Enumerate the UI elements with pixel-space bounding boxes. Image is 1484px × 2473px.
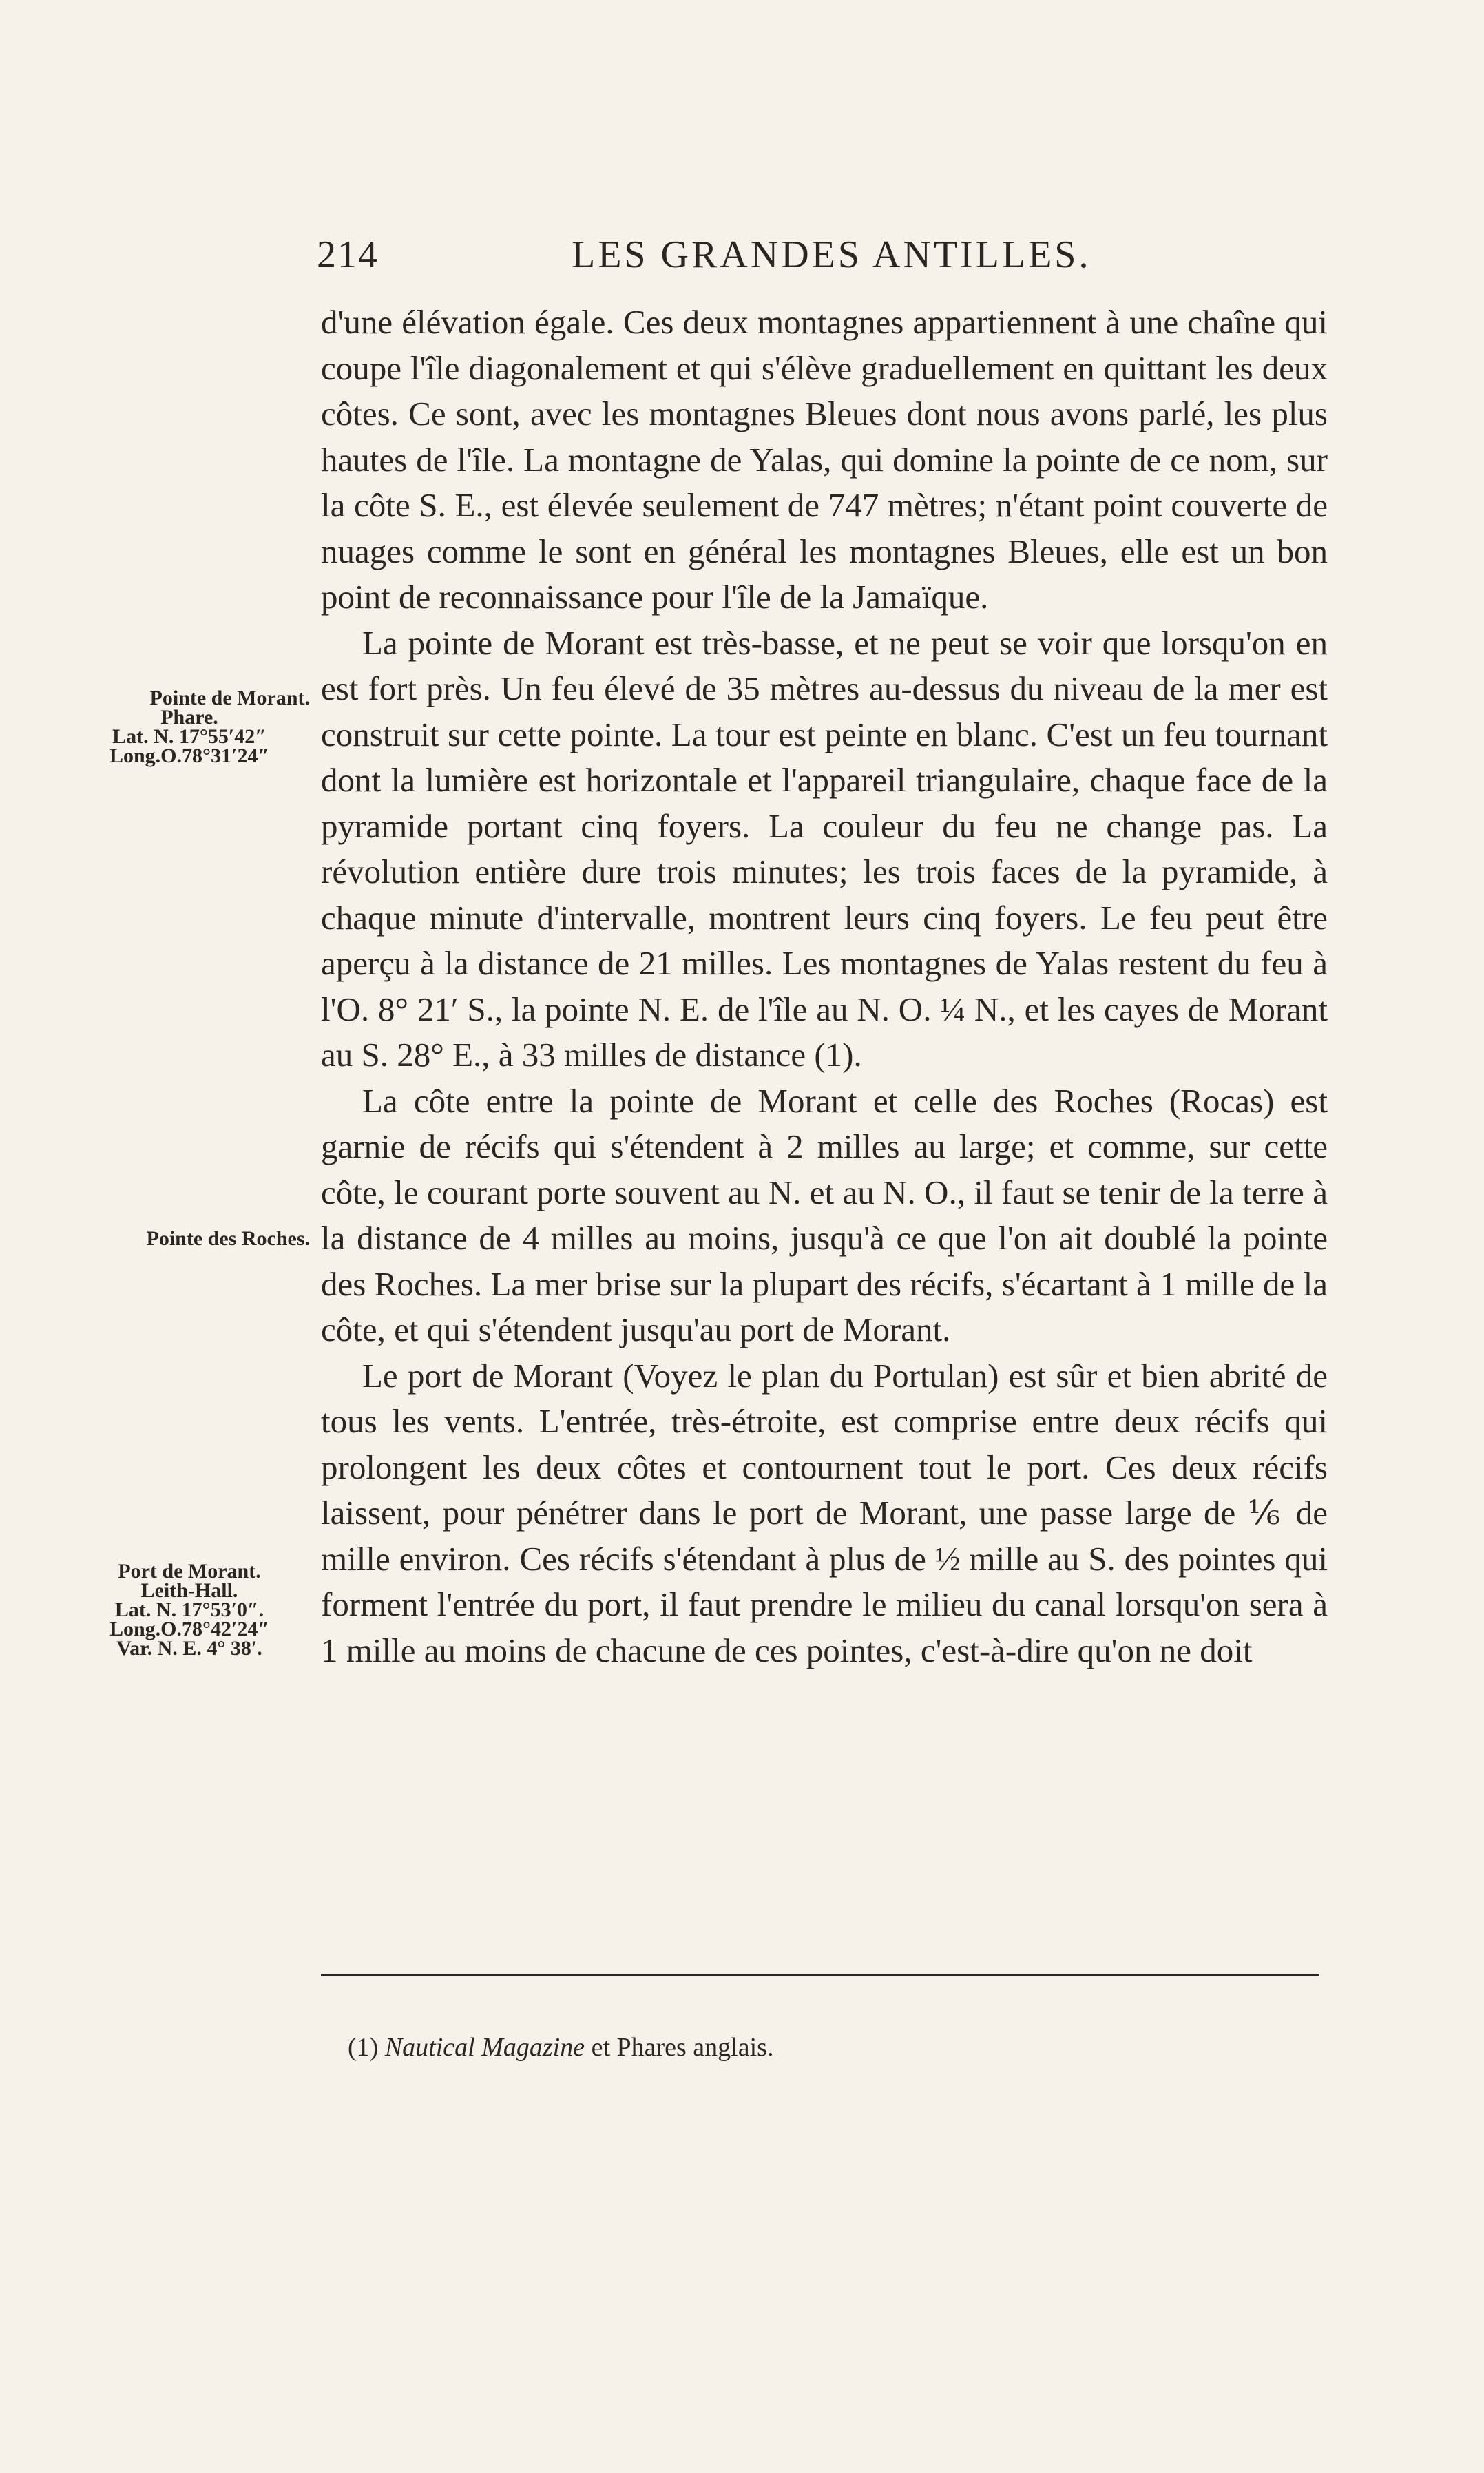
footnote-marker: (1) [348, 2033, 379, 2062]
paragraph-2: La pointe de Morant est très-basse, et ne peut se voir que lorsqu'on en est fort près. Un feu élevé de 35 mètres au-dessus du niveau de la mer est construit sur cette pointe. La tour est peinte en blanc. C'est un feu tournant dont la lumière est horizontale et l'appareil triangulaire, chaque face de la pyramide portant cinq foyers. La couleur du feu ne change pas. La révolution entière dure trois minutes; les trois faces de la pyramide, à chaque minute d'intervalle, montrent leurs cinq foyers. Le feu peut être aperçu à la distance de 21 milles. Les montagnes de Yalas restent du feu à l'O. 8° 21′ S., la pointe N. E. de l'île au N. O. ¼ N., et les cayes de Morant au S. 28° E., à 33 milles de distance (1). [321, 623, 1328, 1074]
footnote-italic-title: Nautical Magazine [384, 2033, 585, 2062]
footnote-rule [321, 1974, 1319, 1976]
margin-note-title: Pointe des Roches. [146, 1227, 310, 1250]
margin-note-long: Long.O.78°31′24″ [109, 744, 270, 767]
margin-note-long: Long.O.78°42′24″ [109, 1618, 270, 1640]
margin-note-morant-point [69, 689, 310, 766]
paragraph-1: d'une élévation égale. Ces deux montagnes appartiennent à une chaîne qui coupe l'île diagonalement et qui s'élève graduellement en quittant les deux côtes. Ce sont, avec les montagnes Bleues dont nous avons parlé, les plus hautes de l'île. La montagne de Yalas, qui domine la pointe de ce nom, sur la côte S. E., est élevée seulement de 747 mètres; n'étant point couverte de nuages comme le sont en général les montagnes Bleues, elle est un bon point de reconnaissance pour l'île de la Jamaïque. [321, 303, 1328, 616]
margin-note-subtitle: Leith-Hall. [140, 1579, 238, 1602]
body-text [321, 300, 1328, 1673]
margin-note-lat: Lat. N. 17°55′42″ [112, 725, 267, 748]
margin-note-roches-point [69, 1229, 310, 1249]
margin-note-lat: Lat. N. 17°53′0″. [114, 1598, 264, 1621]
running-header [317, 233, 1329, 281]
margin-note-var: Var. N. E. 4° 38′. [116, 1637, 262, 1660]
footnote [348, 2032, 1312, 2063]
paragraph-4: Le port de Morant (Voyez le plan du Portulan) est sûr et bien abrité de tous les vents. L'entrée, très-étroite, est comprise entre deux récifs qui prolongent les deux côtes et contournent tout le port. Ces deux récifs laissent, pour pénétrer dans le port de Morant, une passe large de ⅙ de mille environ. Ces récifs s'étendant à plus de ½ mille au S. des pointes qui forment l'entrée du port, il faut prendre le milieu du canal lorsqu'on sera à 1 mille au moins de chacune de ces pointes, c'est-à-dire qu'on ne doit [321, 1356, 1328, 1669]
margin-note-morant-port [69, 1562, 310, 1658]
paragraph-3: La côte entre la pointe de Morant et celle des Roches (Rocas) est garnie de récifs qui s'étendent à 2 milles au large; et comme, sur cette côte, le courant porte souvent au N. et au N. O., il faut se tenir de la terre à la distance de 4 milles au moins, jusqu'à ce que l'on ait doublé la pointe des Roches. La mer brise sur la plupart des récifs, s'écartant à 1 mille de la côte, et qui s'étendent jusqu'au port de Morant. [321, 1081, 1328, 1348]
margin-note-title: Pointe de Morant. [149, 687, 310, 709]
page-number: 214 [317, 233, 379, 276]
footnote-rest: et Phares anglais. [591, 2033, 774, 2062]
margin-note-subtitle: Phare. [160, 706, 218, 729]
running-title: LES GRANDES ANTILLES. [572, 233, 1091, 276]
margin-note-title: Port de Morant. [118, 1560, 261, 1583]
